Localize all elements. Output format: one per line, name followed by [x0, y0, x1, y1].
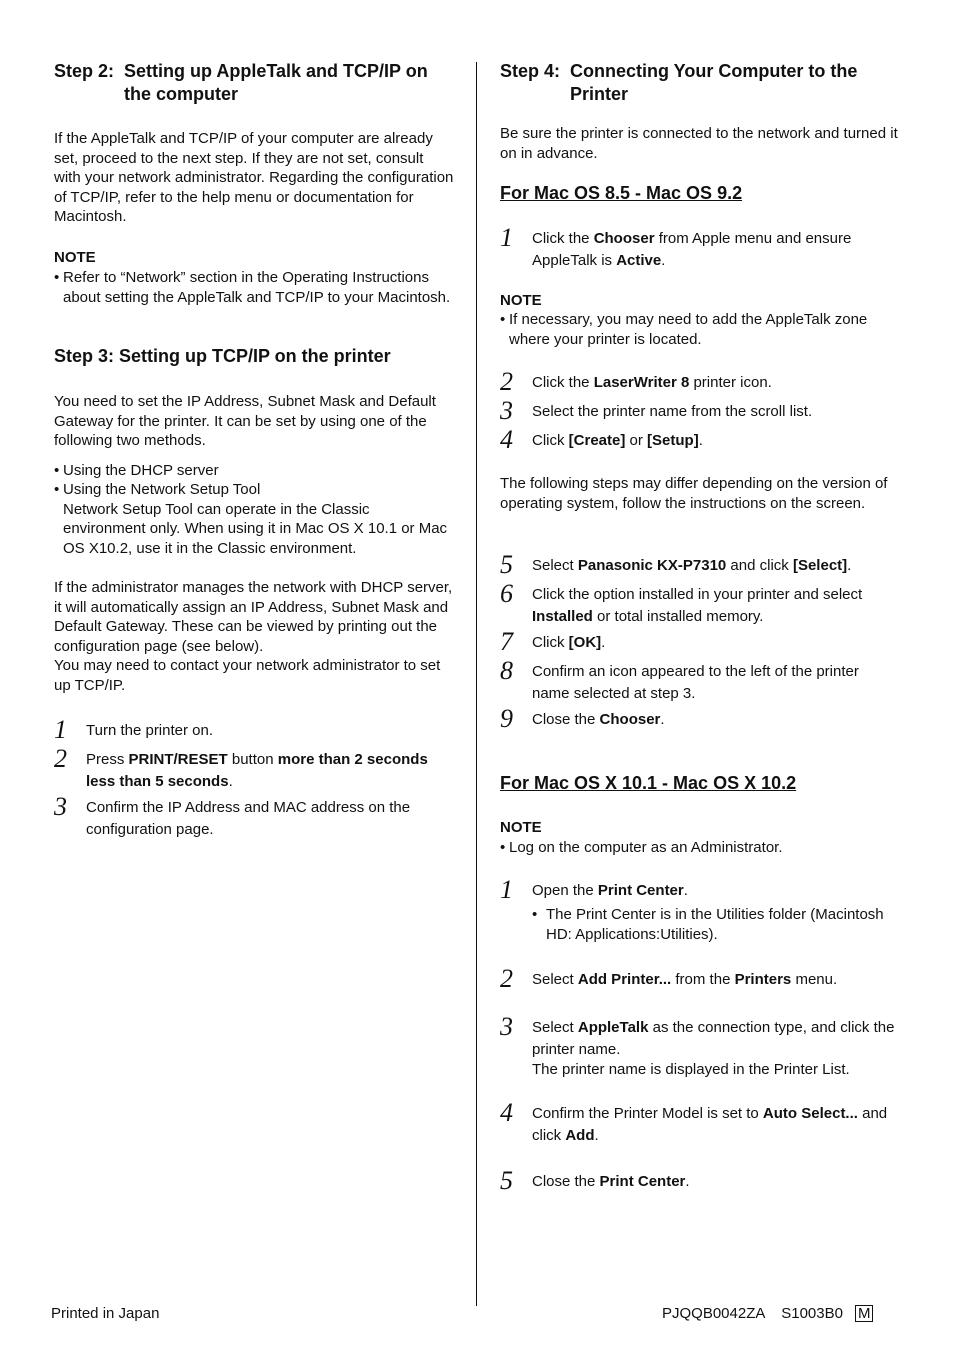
osx-step-1: 1 Open the Print Center. — [500, 875, 688, 904]
osx-step-2: 2 Select Add Printer... from the Printers menu. — [500, 964, 838, 993]
osx-step-3: 3 Select AppleTalk as the connection type, and click the printer name. — [500, 1012, 895, 1058]
note-item: • Refer to “Network” section in the Operating Instructions about setting the AppleTalk and TCP/IP to your Macintosh. — [54, 269, 451, 306]
os-differ-note: The following steps may differ depending on the version of operating system, follow the instructions on the screen. — [500, 475, 888, 512]
step4-intro: Be sure the printer is connected to the network and turned it on in advance. — [500, 125, 898, 162]
column-divider — [476, 62, 477, 1306]
os9-step-3: 3 Select the printer name from the scroll list. — [500, 396, 813, 425]
os9-step-1: 1 Click the Chooser from Apple menu and ensure AppleTalk is Active. — [500, 223, 852, 269]
admin-paragraph: If the administrator manages the network with DHCP server, it will automatically assign an IP Address, Subnet Mask and Default Gateway. These can be viewed by printing out the configuration page (see below). You may need to contact your network administrator to set up TCP/IP. — [54, 579, 453, 694]
osx-step-3-detail: The printer name is displayed in the Printer List. — [532, 1061, 850, 1078]
left-step-2: 2 Press PRINT/RESET button more than 2 seconds less than 5 seconds. — [54, 744, 428, 790]
osx-note-label: NOTE — [500, 819, 542, 836]
os9-step-9: 9 Close the Chooser. — [500, 704, 665, 733]
os9-step-2: 2 Click the LaserWriter 8 printer icon. — [500, 367, 772, 396]
os9-step-6: 6 Click the option installed in your printer and select Installed or total installed memory. — [500, 579, 863, 625]
method-dhcp: • Using the DHCP server — [54, 462, 219, 479]
os9-heading: For Mac OS 8.5 - Mac OS 9.2 — [500, 183, 743, 203]
osx-step-5: 5 Close the Print Center. — [500, 1166, 690, 1195]
note-label: NOTE — [54, 249, 96, 266]
os9-note-item: • If necessary, you may need to add the AppleTalk zone where your printer is located. — [500, 311, 868, 348]
left-step-3: 3 Confirm the IP Address and MAC address on the configuration page. — [54, 792, 411, 838]
step3-heading: Step 3: Setting up TCP/IP on the printer — [54, 346, 391, 366]
footer-code: PJQQB0042ZA S1003B0 M — [662, 1304, 873, 1323]
osx-note-item: • Log on the computer as an Administrator. — [500, 839, 783, 856]
osx-step-4: 4 Confirm the Printer Model is set to Auto Select... and click Add. — [500, 1098, 888, 1144]
footer-mark: M — [855, 1305, 874, 1322]
os9-note-label: NOTE — [500, 292, 542, 309]
step3-intro: You need to set the IP Address, Subnet Mask and Default Gateway for the printer. It can be set by using one of the following two methods. — [54, 393, 436, 449]
footer-printed: Printed in Japan — [51, 1305, 160, 1322]
left-step-1: 1 Turn the printer on. — [54, 715, 214, 744]
osx-step-1-detail: • The Print Center is in the Utilities folder (Macintosh HD: Applications:Utilities). — [532, 906, 884, 943]
os9-step-8: 8 Confirm an icon appeared to the left of the printer name selected at step 3. — [500, 656, 859, 702]
step2-body: If the AppleTalk and TCP/IP of your computer are already set, proceed to the next step. If they are not set, consult with your network administrator. Regarding the configuration of TCP/IP, refer to the help menu or documentation for Macintosh. — [54, 130, 454, 225]
os9-step-5: 5 Select Panasonic KX-P7310 and click [Select]. — [500, 550, 852, 579]
step4-heading: Step 4: Connecting Your Computer to the Printer — [500, 61, 858, 104]
os9-step-4: 4 Click [Create] or [Setup]. — [500, 425, 703, 454]
osx-heading: For Mac OS X 10.1 - Mac OS X 10.2 — [500, 773, 797, 793]
step2-heading: Step 2: Setting up AppleTalk and TCP/IP on the computer — [54, 61, 428, 104]
method-network-setup-tool: • Using the Network Setup Tool Network Setup Tool can operate in the Classic environment only. When using it in Mac OS X 10.1 or Mac OS X10.2, use it in the Classic environment. — [54, 481, 448, 557]
os9-step-7: 7 Click [OK]. — [500, 627, 606, 656]
